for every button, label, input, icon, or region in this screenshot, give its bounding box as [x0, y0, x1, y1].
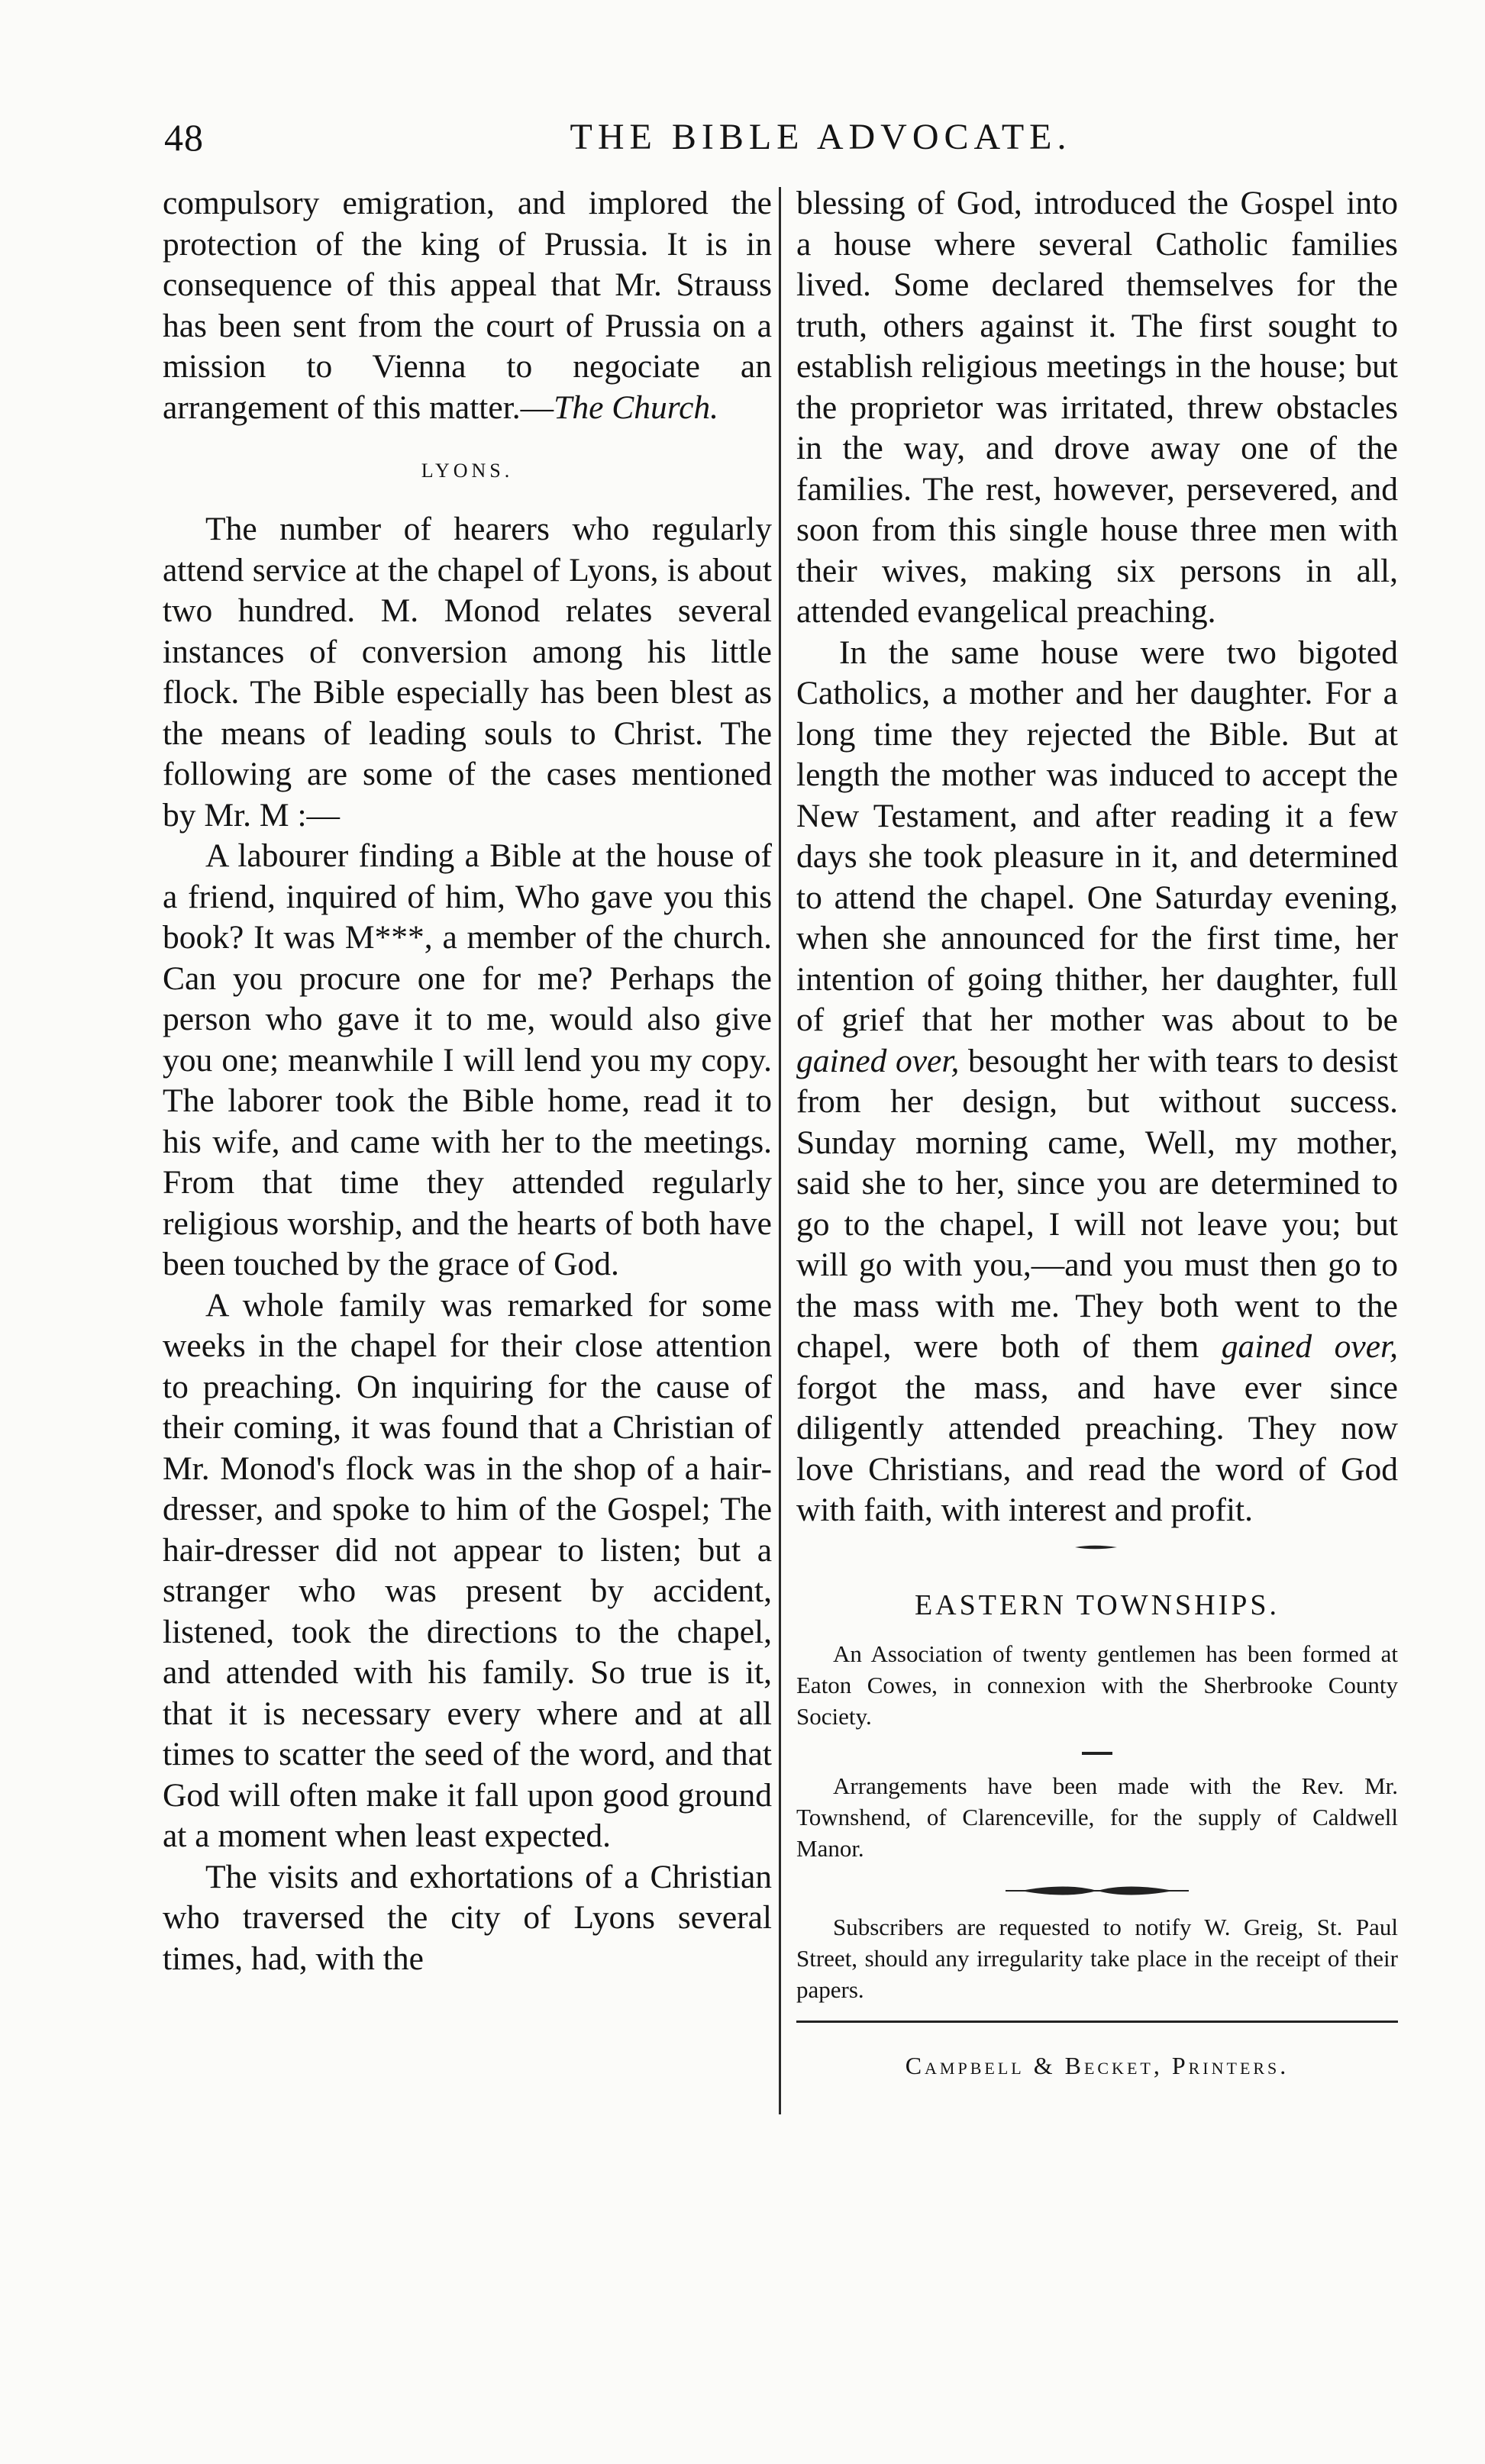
- paragraph-labourer: A labourer finding a Bible at the house of a friend, inquired of him, Who gave you this book? It was M***, a member of the church. Can you procure one for me? Perhaps the person who gave it to me, would also give you one; meanwhile I will lend you my copy. The laborer took the Bible home, read it to his wife, and came with her to the meetings. From that time they attended regularly religious worship, and the hearts of both have been touched by the grace of God.: [163, 837, 772, 1282]
- paragraph-blessing: blessing of God, introduced the Gospel into a house where several Catholic families lived. Some declared themselves for the truth, others against it. The first sought to establish religious meetings in the house; but the proprietor was irritated, threw obstacles in the way, and drove away one of the families. The rest, however, persevered, and soon from this single house three men with their wives, making six persons in all, attended evangelical preaching.: [796, 185, 1398, 630]
- closing-rule: [796, 2021, 1398, 2023]
- article-continuation: [163, 183, 772, 428]
- paragraph-visits: The visits and exhortations of a Christian who traversed the city of Lyons several times, had, with the: [163, 1858, 772, 1977]
- short-rule: [1082, 1752, 1112, 1755]
- italic-gained-over-1: gained over,: [796, 1042, 960, 1079]
- section-heading-lyons: LYONS.: [421, 460, 514, 482]
- right-column: [796, 183, 1398, 2259]
- paragraph-family: A whole family was remarked for some weeks in the chapel for their close attention to preaching. On inquiring for the cause of their coming, it was found that a Christian of Mr. Monod's flock was in the shop of a hair-dresser, and spoke to him of the Gospel; The hair-dresser did not appear to listen; but a stranger who was present by accident, listened, took the directions to the chapel, and attended with his family. So true is it, that it is necessary every where and at all times to scatter the seed of the word, and that God will often make it fall upon good ground at a moment when least expected.: [163, 1286, 772, 1854]
- source-citation: The Church.: [554, 389, 719, 426]
- mother-daughter-text-b: besought her with tears to desist from her design, but without success. Sunday morning came, Well, my mother, said she to her, since you are determined to go to the chapel, I will not leave you; but will go with you,—and you must then go to the mass with me. They both went to the chapel, were both of them: [796, 1042, 1398, 1365]
- notice-arrangements: Arrangements have been made with the Rev. Mr. Townshend, of Clarenceville, for the supply of Caldwell Manor.: [796, 1772, 1398, 1862]
- column-divider: [779, 187, 781, 2114]
- notice-association: An Association of twenty gentlemen has been formed at Eaton Cowes, in connexion with the Sherbrooke County Society.: [796, 1640, 1398, 1730]
- mother-daughter-text-c: forgot the mass, and have ever since diligently attended preaching. They now love Christians, and read the word of God with faith, with interest and profit.: [796, 1369, 1398, 1528]
- page-number: 48: [164, 116, 204, 159]
- ornament-divider-1: [1071, 1537, 1163, 1557]
- paragraph-mother-daughter: [796, 633, 1398, 1531]
- notice-subscribers: Subscribers are requested to notify W. Greig, St. Paul Street, should any irregularity take place in the receipt of their papers.: [796, 1913, 1398, 2003]
- italic-gained-over-2: gained over,: [1221, 1328, 1398, 1365]
- continuation-text: compulsory emigration, and implored the protection of the king of Prussia. It is in consequence of this appeal that Mr. Strauss has been sent from the court of Prussia on a mission to Vienna to negociate an arrangement of this matter.—: [163, 185, 772, 426]
- printer-imprint: Campbell & Becket, Printers.: [905, 2051, 1290, 2079]
- section-heading-eastern-townships: EASTERN TOWNSHIPS.: [914, 1588, 1280, 1621]
- running-title: THE BIBLE ADVOCATE.: [570, 117, 1072, 157]
- ornament-divider-2: [1006, 1881, 1189, 1901]
- left-column: [163, 183, 772, 2259]
- paragraph-hearers: The number of hearers who regularly attend service at the chapel of Lyons, is about two hundred. M. Monod relates several instances of conversion among his little flock. The Bible especially has been blest as the means of leading souls to Christ. The following are some of the cases mentioned by Mr. M :—: [163, 511, 772, 834]
- page-header: [164, 114, 1374, 176]
- mother-daughter-text-a: In the same house were two bigoted Catholics, a mother and her daughter. For a long time they rejected the Bible. But at length the mother was induced to accept the New Testament, and after reading it a few days she took pleasure in it, and determined to attend the chapel. One Saturday evening, when she announced for the first time, her intention of going thither, her daughter, full of grief that her mother was about to be: [796, 634, 1398, 1038]
